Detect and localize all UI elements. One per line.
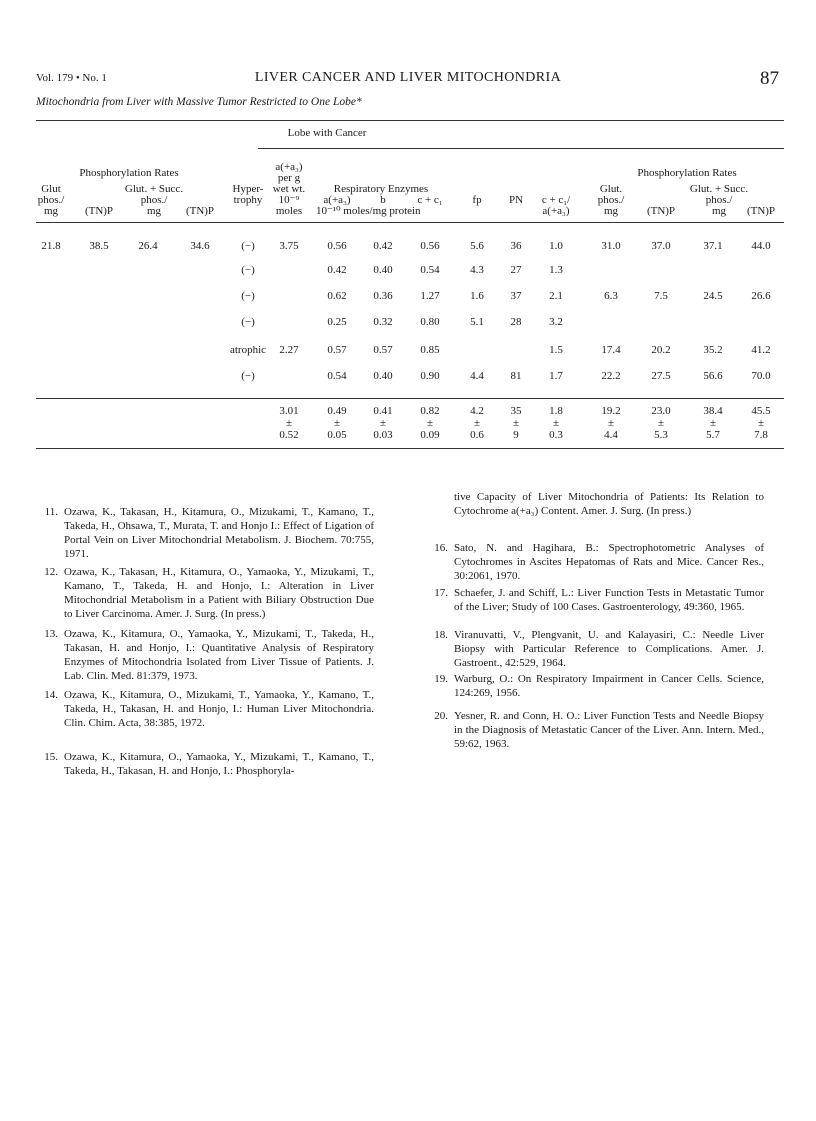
table-cell: (−)	[241, 290, 255, 302]
table-cell: 1.6	[470, 290, 484, 302]
table-caption: Mitochondria from Liver with Massive Tumor Restricted to One Lobe*	[36, 96, 362, 108]
table-cell: 37.1	[703, 240, 723, 252]
col-header-ratio: c + c₁/	[541, 194, 571, 206]
table-cell: 27	[510, 264, 522, 276]
group-header-lobe: Lobe with Cancer	[287, 127, 367, 139]
reference-number: 18.	[434, 629, 448, 641]
reference-left-1	[36, 565, 374, 621]
mean-value: 3.01	[279, 405, 299, 417]
reference-left-2	[36, 627, 374, 683]
sd-value: 0.3	[549, 429, 563, 441]
mean-value: 0.82	[420, 405, 440, 417]
col-header-pn: PN	[508, 194, 524, 206]
reference-number: 13.	[44, 628, 58, 640]
reference-right-1	[426, 541, 764, 583]
table-cell: 0.80	[420, 316, 440, 328]
table-cell: 0.40	[373, 264, 393, 276]
col-header-tnp: (TN)P	[746, 205, 776, 217]
mean-value: 1.8	[549, 405, 563, 417]
plus-minus: ±	[757, 417, 765, 429]
table-rule	[36, 222, 784, 223]
table-cell: 2.27	[279, 344, 299, 356]
reference-text: Ozawa, K., Kitamura, O., Yamaoka, Y., Mizukami, T., Kamano, T., Takeda, H., Takasan, H. and Honjo, I.: Phosphoryla-	[64, 751, 374, 777]
col-header-resp-b: b	[380, 194, 386, 206]
reference-text: Yesner, R. and Conn, H. O.: Liver Function Tests and Needle Biopsy in the Diagnosis of Metastatic Cancer of the Liver. Ann. Intern. Med., 59:62, 1963.	[454, 710, 764, 750]
col-header-aa3-content: moles	[275, 205, 303, 217]
reference-number: 15.	[44, 751, 58, 763]
table-cell: 35.2	[703, 344, 723, 356]
col-header-glut-phos: Glut.	[599, 183, 623, 195]
table-cell: 0.54	[420, 264, 440, 276]
col-header-ratio: a(+a₃)	[542, 205, 570, 217]
table-rule	[36, 398, 784, 399]
plus-minus: ±	[379, 417, 387, 429]
table-cell: 0.85	[420, 344, 440, 356]
reference-left-4	[36, 750, 374, 778]
table-cell: 0.57	[373, 344, 393, 356]
col-header-aa3-content: per g	[277, 172, 301, 184]
reference-number: 19.	[434, 673, 448, 685]
sd-value: 0.03	[373, 429, 393, 441]
sd-value: 0.6	[470, 429, 484, 441]
table-cell: 1.27	[420, 290, 440, 302]
table-cell: (−)	[241, 264, 255, 276]
table-rule	[258, 148, 784, 149]
reference-right-4	[426, 672, 764, 700]
sd-value: 5.7	[706, 429, 720, 441]
reference-text: Ozawa, K., Takasan, H., Kitamura, O., Yamaoka, Y., Mizukami, T., Kamano, T., Takeda, H. and Honjo, I.: Alteration in Liver Mitochondrial Metabolism in a Patient with Biliary Obstruction Due to Liver Carcinoma. Amer. J. Surg. (In press.)	[64, 566, 374, 620]
table-cell: 37	[510, 290, 522, 302]
table-cell: 1.0	[549, 240, 563, 252]
col-header-glut-succ: phos./	[140, 194, 168, 206]
reference-number: 11.	[44, 506, 58, 518]
reference-text: Warburg, O.: On Respiratory Impairment in Cancer Cells. Science, 124:269, 1956.	[454, 673, 764, 699]
table-cell: 1.7	[549, 370, 563, 382]
table-cell: 0.40	[373, 370, 393, 382]
table-cell: 26.4	[138, 240, 158, 252]
table-rule	[36, 120, 784, 121]
col-header-aa3-content: a(+a₃)	[275, 161, 303, 173]
group-header-phos-left: Phosphorylation Rates	[79, 167, 179, 179]
plus-minus: ±	[709, 417, 717, 429]
col-header-glut-phos: phos./	[597, 194, 625, 206]
reference-text: Schaefer, J. and Schiff, L.: Liver Function Tests in Metastatic Tumor of the Liver; Study of 100 Cases. Gastroenterology, 49:360, 1965.	[454, 587, 764, 613]
table-cell: 81	[510, 370, 522, 382]
col-header-aa3-content: wet wt.	[272, 183, 306, 195]
table-cell: (−)	[241, 370, 255, 382]
col-header-resp-units: 10⁻¹⁰ moles/mg protein	[316, 205, 421, 217]
table-cell: 6.3	[604, 290, 618, 302]
table-cell: 0.54	[327, 370, 347, 382]
reference-number: 16.	[434, 542, 448, 554]
col-header-resp-a: a(+a₃)	[323, 194, 351, 206]
table-rule	[36, 448, 784, 449]
table-cell: (−)	[241, 240, 255, 252]
table-cell: 7.5	[654, 290, 668, 302]
reference-right-2	[426, 586, 764, 614]
group-header-phos-right: Phosphorylation Rates	[637, 167, 737, 179]
col-header-glut-succ: mg	[711, 205, 727, 217]
col-header-glut-succ: Glut. + Succ.	[124, 183, 184, 195]
table-cell: 2.1	[549, 290, 563, 302]
reference-number: 17.	[434, 587, 448, 599]
table-cell: 17.4	[601, 344, 621, 356]
col-header-tnp: (TN)P	[84, 205, 114, 217]
sd-value: 4.4	[604, 429, 618, 441]
table-cell: 0.57	[327, 344, 347, 356]
table-cell: 1.3	[549, 264, 563, 276]
table-cell: 3.2	[549, 316, 563, 328]
reference-text: tive Capacity of Liver Mitochondria of Patients: Its Relation to Cytochrome a(+a₃) Content. Amer. J. Surg. (In press.)	[454, 491, 764, 517]
table-cell: 70.0	[751, 370, 771, 382]
col-header-glut-phos: Glut	[41, 183, 61, 195]
col-header-glut-phos: phos./	[37, 194, 65, 206]
reference-text: Sato, N. and Hagihara, B.: Spectrophotometric Analyses of Cytochromes in Ascites Hepatomas of Rats and Mice. Cancer Res., 30:2061, 1970.	[454, 542, 764, 582]
sd-value: 5.3	[654, 429, 668, 441]
group-header-resp: Respiratory Enzymes	[333, 183, 429, 195]
reference-right-0	[426, 490, 764, 518]
sd-value: 0.05	[327, 429, 347, 441]
mean-value: 0.41	[373, 405, 393, 417]
table-cell: 5.1	[470, 316, 484, 328]
table-cell: 26.6	[751, 290, 771, 302]
running-header-title: LIVER CANCER AND LIVER MITOCHONDRIA	[254, 70, 562, 85]
plus-minus: ±	[607, 417, 615, 429]
table-cell: (−)	[241, 316, 255, 328]
col-header-glut-succ: mg	[146, 205, 162, 217]
table-cell: 4.3	[470, 264, 484, 276]
reference-left-0	[36, 505, 374, 561]
table-cell: 44.0	[751, 240, 771, 252]
col-header-glut-succ: phos./	[705, 194, 733, 206]
table-cell: 1.5	[549, 344, 563, 356]
col-header-glut-succ: Glut. + Succ.	[689, 183, 749, 195]
plus-minus: ±	[333, 417, 341, 429]
reference-text: Viranuvatti, V., Plengvanit, U. and Kalayasiri, C.: Needle Liver Biopsy with Particular Reference to Complications. Amer. J. Gastroent., 42:529, 1964.	[454, 629, 764, 669]
table-cell: 22.2	[601, 370, 621, 382]
plus-minus: ±	[285, 417, 293, 429]
mean-value: 23.0	[651, 405, 671, 417]
mean-value: 38.4	[703, 405, 723, 417]
table-cell: atrophic	[229, 344, 267, 356]
mean-value: 35	[510, 405, 522, 417]
mean-value: 19.2	[601, 405, 621, 417]
plus-minus: ±	[473, 417, 481, 429]
mean-value: 45.5	[751, 405, 771, 417]
table-cell: 5.6	[470, 240, 484, 252]
sd-value: 9	[513, 429, 519, 441]
reference-right-3	[426, 628, 764, 670]
sd-value: 0.52	[279, 429, 299, 441]
table-cell: 0.32	[373, 316, 393, 328]
reference-text: Ozawa, K., Kitamura, O., Mizukami, T., Yamaoka, Y., Kamano, T., Takeda, H., Takasan, H. and Honjo, I.: Human Liver Mitochondria. Clin. Chim. Acta, 38:385, 1972.	[64, 689, 374, 729]
col-header-resp-c: c + c₁	[417, 194, 443, 206]
reference-left-3	[36, 688, 374, 730]
table-cell: 0.25	[327, 316, 347, 328]
reference-text: Ozawa, K., Kitamura, O., Yamaoka, Y., Mizukami, T., Takeda, H., Takasan, H. and Honjo, I.: Quantitative Analysis of Respiratory Enzymes of Mitochondria Isolated from Liver Tissue of Patients. J. Lab. Clin. Med. 81:379, 1973.	[64, 628, 374, 682]
table-cell: 0.62	[327, 290, 347, 302]
table-cell: 3.75	[279, 240, 299, 252]
reference-number: 20.	[434, 710, 448, 722]
table-cell: 37.0	[651, 240, 671, 252]
table-cell: 0.42	[327, 264, 347, 276]
table-cell: 0.56	[420, 240, 440, 252]
reference-number: 12.	[44, 566, 58, 578]
table-cell: 0.36	[373, 290, 393, 302]
table-cell: 20.2	[651, 344, 671, 356]
mean-value: 4.2	[470, 405, 484, 417]
col-header-glut-phos: mg	[43, 205, 59, 217]
plus-minus: ±	[552, 417, 560, 429]
table-cell: 27.5	[651, 370, 671, 382]
sd-value: 0.09	[420, 429, 440, 441]
col-header-fp: fp	[472, 194, 482, 206]
reference-right-5	[426, 709, 764, 751]
col-header-glut-phos: mg	[603, 205, 619, 217]
table-cell: 38.5	[89, 240, 109, 252]
col-header-tnp: (TN)P	[646, 205, 676, 217]
sd-value: 7.8	[754, 429, 768, 441]
table-cell: 0.42	[373, 240, 393, 252]
col-header-hypertrophy: Hyper-	[232, 183, 264, 195]
mean-value: 0.49	[327, 405, 347, 417]
running-header-volume: Vol. 179 • No. 1	[36, 72, 107, 84]
col-header-aa3-content: 10⁻⁹	[278, 194, 300, 206]
table-cell: 24.5	[703, 290, 723, 302]
table-cell: 21.8	[41, 240, 61, 252]
table-cell: 0.56	[327, 240, 347, 252]
table-cell: 4.4	[470, 370, 484, 382]
table-cell: 28	[510, 316, 522, 328]
table-cell: 34.6	[190, 240, 210, 252]
table-cell: 41.2	[751, 344, 771, 356]
plus-minus: ±	[426, 417, 434, 429]
plus-minus: ±	[512, 417, 520, 429]
col-header-hypertrophy: trophy	[233, 194, 263, 206]
table-cell: 31.0	[601, 240, 621, 252]
reference-text: Ozawa, K., Takasan, H., Kitamura, O., Mizukami, T., Kamano, T., Takeda, H., Ohsawa, T., Murata, T. and Honjo I.: Effect of Ligation of Portal Vein on Liver Mitochondrial Metabolism. J. Biochem. 70:755, 1971.	[64, 506, 374, 560]
page-number: 87	[760, 68, 779, 89]
plus-minus: ±	[657, 417, 665, 429]
reference-number: 14.	[44, 689, 58, 701]
table-cell: 0.90	[420, 370, 440, 382]
table-cell: 36	[510, 240, 522, 252]
col-header-tnp: (TN)P	[185, 205, 215, 217]
table-cell: 56.6	[703, 370, 723, 382]
